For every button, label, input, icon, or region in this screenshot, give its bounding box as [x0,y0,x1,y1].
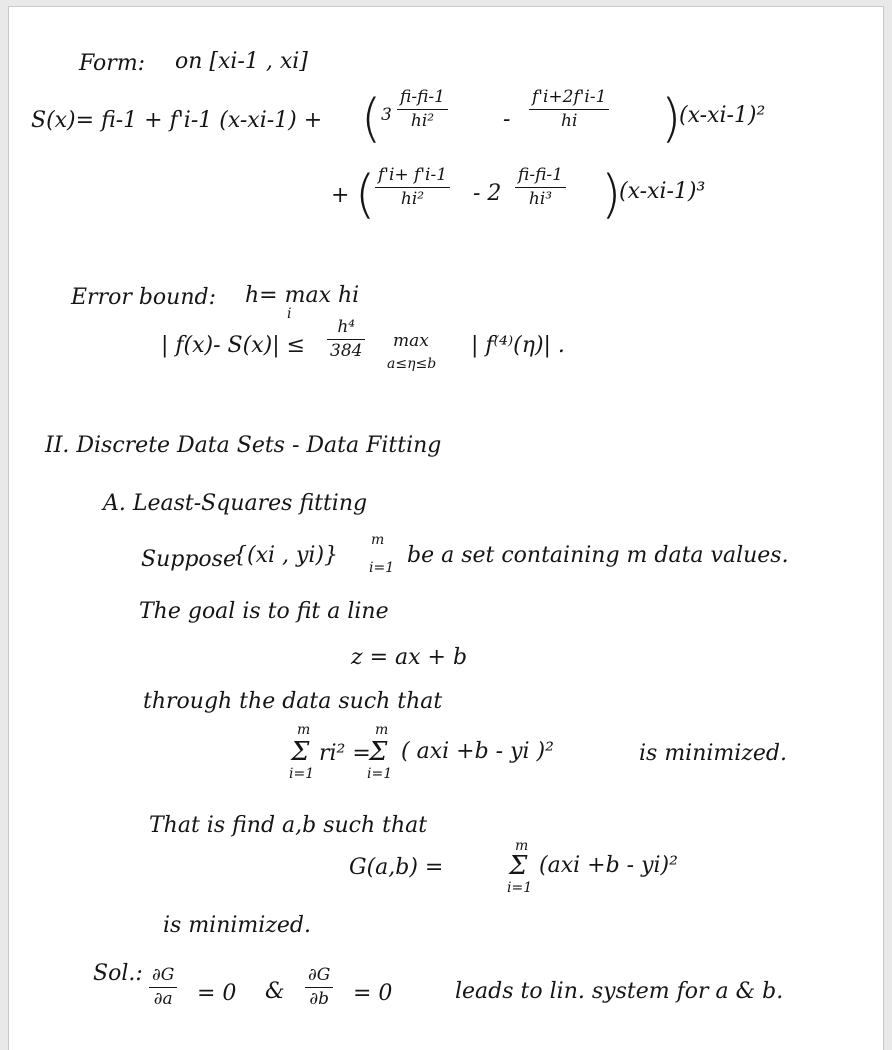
fraction-3-den: hi² [400,189,425,209]
ampersand: & [265,979,285,1004]
fraction-bar [529,109,609,110]
is-minimized-2: is minimized. [163,913,312,938]
error-max: max [393,331,429,351]
residual-right: ( axi +b - yi )² [401,739,554,764]
spline-plus: + [331,183,350,208]
error-rhs: | f⁽⁴⁾(η)| . [471,333,565,358]
sum1-symbol: Σ [291,737,310,767]
spline-lhs: S(x)= fi-1 + f'i-1 (x-xi-1) + [31,108,323,133]
fraction-4 [515,167,566,208]
note-page [8,6,884,1050]
error-label: Error bound: [71,285,217,310]
paren-close-2: ) [601,165,622,225]
dG-db-fraction [305,967,333,1008]
is-minimized-1: is minimized. [639,741,788,766]
fraction-4-den: hi³ [528,189,553,209]
fraction-1 [397,89,448,130]
fraction-4-num: fi-fi-1 [518,165,563,185]
form-interval: on [xi-1 , xi] [175,49,308,74]
paren-close-1: ) [661,89,682,149]
suppose-word: Suppose [141,547,236,572]
that-is-text: That is find a,b such that [149,813,428,838]
sum1-bottom: i=1 [289,766,315,782]
spline-minus: - [503,107,511,132]
fraction-bar [375,187,450,188]
set-subscript: i=1 [369,560,395,576]
form-label: Form: [79,51,146,76]
set-expression: {(xi , yi)} [233,543,339,568]
lead-text: leads to lin. system for a & b. [455,979,784,1004]
fraction-1-num: fi-fi-1 [400,87,445,107]
eq-zero-1: = 0 [197,981,237,1006]
sum2-top: m [375,722,389,738]
error-lhs: | f(x)- S(x)| ≤ [161,333,306,358]
fraction-bar [397,109,448,110]
paren-open-2: ( [355,165,376,225]
set-tail: be a set containing m data values. [407,543,789,568]
set-superscript: m [371,532,385,548]
spline-coef: 3 [381,105,392,125]
fraction-bar [327,339,365,340]
fraction-3-num: f'i+ f'i-1 [378,165,448,185]
spline-minus-2: - 2 [473,181,502,206]
dG-db-num: ∂G [308,965,331,985]
spline-term2-tail: (x-xi-1)² [679,103,766,128]
dG-da-fraction [149,967,177,1008]
G-lhs: G(a,b) = [349,855,444,880]
subsection-heading: A. Least-Squares fitting [103,491,368,516]
goal-text: The goal is to fit a line [139,599,389,624]
paren-open-1: ( [361,89,382,149]
through-text: through the data such that [143,689,443,714]
section-heading: II. Discrete Data Sets - Data Fitting [45,433,442,458]
sum2-symbol: Σ [369,737,388,767]
sum2-bottom: i=1 [367,766,393,782]
eq-zero-2: = 0 [353,981,393,1006]
solution-label: Sol.: [93,961,143,986]
fraction-bar [149,987,177,988]
fraction-1-den: hi² [410,111,435,131]
line-equation: z = ax + b [351,645,468,670]
fraction-2 [529,89,609,130]
dG-da-num: ∂G [152,965,175,985]
sum1-top: m [297,722,311,738]
sum3-symbol: Σ [509,851,528,881]
spline-term3-tail: (x-xi-1)³ [619,179,706,204]
fraction-2-den: hi [561,111,578,131]
error-h-sub: i [287,306,292,322]
error-h-def: h= max hi [245,283,360,308]
error-fraction [327,319,365,360]
fraction-2-num: f'i+2f'i-1 [532,87,607,107]
error-frac-den: 384 [330,341,363,361]
fraction-bar [305,987,333,988]
fraction-bar [515,187,566,188]
dG-db-den: ∂b [309,989,330,1009]
residual-left: ri² = [319,741,371,766]
error-max-sub: a≤η≤b [387,356,437,372]
dG-da-den: ∂a [153,989,173,1009]
sum3-bottom: i=1 [507,880,533,896]
sum3-top: m [515,838,529,854]
error-frac-num: h⁴ [337,317,356,337]
G-rhs: (axi +b - yi)² [539,853,678,878]
fraction-3 [375,167,450,208]
